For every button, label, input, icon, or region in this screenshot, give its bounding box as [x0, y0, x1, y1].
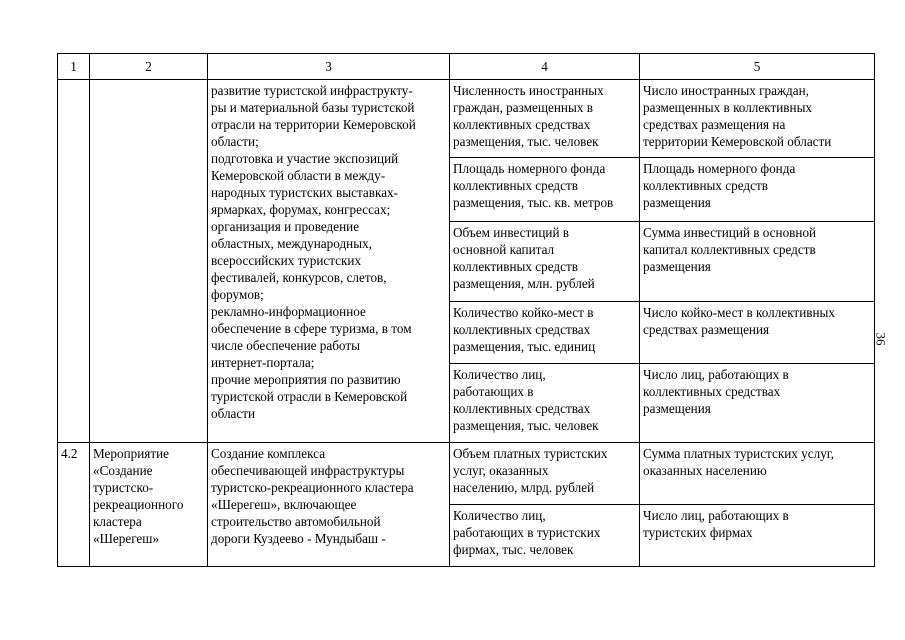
indicator-line: размещения, тыс. человек: [453, 134, 599, 149]
activity-line: дороги Куздеево - Мундыбаш -: [211, 531, 386, 546]
activity-line: ры и материальной базы туристской: [211, 100, 415, 115]
column-number-4: 4: [450, 54, 640, 80]
activity-line: народных туристских выставках-: [211, 185, 399, 200]
method-line: территории Кемеровской области: [643, 134, 832, 149]
indicator-line: услуг, оказанных: [453, 463, 549, 478]
event-line: «Шерегеш»: [93, 531, 160, 546]
activity-line: прочие мероприятия по развитию: [211, 372, 401, 387]
column-number-5: 5: [640, 54, 875, 80]
method-line: коллективных средствах: [643, 384, 781, 399]
indicator-name-cell: [450, 80, 640, 158]
activity-description-cell: [208, 80, 450, 443]
activity-description-cell: [208, 443, 450, 567]
activity-line: форумов;: [211, 287, 264, 302]
event-line: рекреационного: [93, 497, 184, 512]
activity-line: областных, международных,: [211, 236, 372, 251]
indicator-line: граждан, размещенных в: [453, 100, 593, 115]
indicator-line: Количество лиц,: [453, 367, 546, 382]
method-line: Число лиц, работающих в: [643, 508, 789, 523]
indicator-line: Количество койко-мест в: [453, 305, 594, 320]
indicator-line: работающих в туристских: [453, 525, 601, 540]
activity-line: «Шерегеш», включающее: [211, 497, 357, 512]
event-name-cell: [90, 443, 208, 567]
page-number: [874, 331, 890, 355]
page-number-text: 36: [873, 332, 889, 346]
method-line: оказанных населению: [643, 463, 767, 478]
calculation-method-cell: [640, 158, 875, 222]
indicator-line: основной капитал: [453, 242, 555, 257]
method-line: Число иностранных граждан,: [643, 83, 809, 98]
indicator-line: работающих в: [453, 384, 534, 399]
indicator-line: коллективных средств: [453, 178, 578, 193]
activity-line: области: [211, 406, 256, 421]
activity-line: Кемеровской области в между-: [211, 168, 386, 183]
indicator-line: размещения, тыс. единиц: [453, 339, 596, 354]
calculation-method-cell: [640, 364, 875, 443]
method-line: размещения: [643, 401, 711, 416]
activity-line: ярмарках, форумах, конгрессах;: [211, 202, 391, 217]
table-row: [58, 443, 875, 505]
column-number-3: 3: [208, 54, 450, 80]
method-line: Сумма платных туристских услуг,: [643, 446, 835, 461]
indicator-name-cell: [450, 222, 640, 302]
activity-line: строительство автомобильной: [211, 514, 381, 529]
indicator-line: коллективных средствах: [453, 322, 591, 337]
activity-line: рекламно-информационное: [211, 304, 366, 319]
method-line: туристских фирмах: [643, 525, 753, 540]
activity-line: развитие туристской инфраструкту-: [211, 83, 413, 98]
indicator-line: Объем инвестиций в: [453, 225, 570, 240]
activity-line: обеспечивающей инфраструктуры: [211, 463, 405, 478]
indicator-line: коллективных средств: [453, 259, 578, 274]
method-line: коллективных средств: [643, 178, 768, 193]
method-line: Число лиц, работающих в: [643, 367, 789, 382]
method-line: средствах размещения: [643, 322, 770, 337]
method-line: Площадь номерного фонда: [643, 161, 796, 176]
activity-line: туристско-рекреационного кластера: [211, 480, 414, 495]
column-number-1: 1: [58, 54, 90, 80]
activity-line: обеспечение в сфере туризма, в том: [211, 321, 412, 336]
indicator-name-cell: [450, 158, 640, 222]
method-line: размещения: [643, 195, 711, 210]
indicator-name-cell: [450, 505, 640, 567]
indicator-line: размещения, млн. рублей: [453, 276, 595, 291]
indicator-line: Площадь номерного фонда: [453, 161, 606, 176]
indicator-name-cell: [450, 443, 640, 505]
method-line: Сумма инвестиций в основной: [643, 225, 817, 240]
event-line: кластера: [93, 514, 142, 529]
activity-line: числе обеспечение работы: [211, 338, 360, 353]
indicator-line: Численность иностранных: [453, 83, 604, 98]
indicator-name-cell: [450, 364, 640, 443]
method-line: Число койко-мест в коллективных: [643, 305, 835, 320]
method-line: размещения: [643, 259, 711, 274]
row-number-cell-empty: [58, 80, 90, 443]
calculation-method-cell: [640, 505, 875, 567]
programme-table: [57, 53, 875, 567]
calculation-method-cell: [640, 222, 875, 302]
indicator-line: Количество лиц,: [453, 508, 546, 523]
indicator-line: населению, млрд. рублей: [453, 480, 595, 495]
event-line: туристско-: [93, 480, 154, 495]
activity-line: фестивалей, конкурсов, слетов,: [211, 270, 387, 285]
method-line: размещенных в коллективных: [643, 100, 813, 115]
method-line: капитал коллективных средств: [643, 242, 816, 257]
calculation-method-cell: [640, 80, 875, 158]
activity-line: области;: [211, 134, 259, 149]
activity-line: Создание комплекса: [211, 446, 326, 461]
activity-line: подготовка и участие экспозиций: [211, 151, 399, 166]
calculation-method-cell: [640, 443, 875, 505]
event-line: «Создание: [93, 463, 153, 478]
method-line: средствах размещения на: [643, 117, 786, 132]
indicator-line: коллективных средствах: [453, 117, 591, 132]
column-number-2: 2: [90, 54, 208, 80]
activity-line: организация и проведение: [211, 219, 360, 234]
event-cell-empty: [90, 80, 208, 443]
indicator-line: размещения, тыс. человек: [453, 418, 599, 433]
row-number-cell: 4.2: [58, 443, 90, 567]
activity-line: туристской отрасли в Кемеровской: [211, 389, 408, 404]
event-line: Мероприятие: [93, 446, 170, 461]
indicator-line: размещения, тыс. кв. метров: [453, 195, 614, 210]
indicator-line: Объем платных туристских: [453, 446, 608, 461]
calculation-method-cell: [640, 302, 875, 364]
column-number-row: [58, 54, 875, 80]
indicator-line: коллективных средствах: [453, 401, 591, 416]
activity-line: отрасли на территории Кемеровской: [211, 117, 416, 132]
indicator-line: фирмах, тыс. человек: [453, 542, 574, 557]
indicator-name-cell: [450, 302, 640, 364]
table-row: [58, 80, 875, 158]
activity-line: интернет-портала;: [211, 355, 315, 370]
activity-line: всероссийских туристских: [211, 253, 362, 268]
